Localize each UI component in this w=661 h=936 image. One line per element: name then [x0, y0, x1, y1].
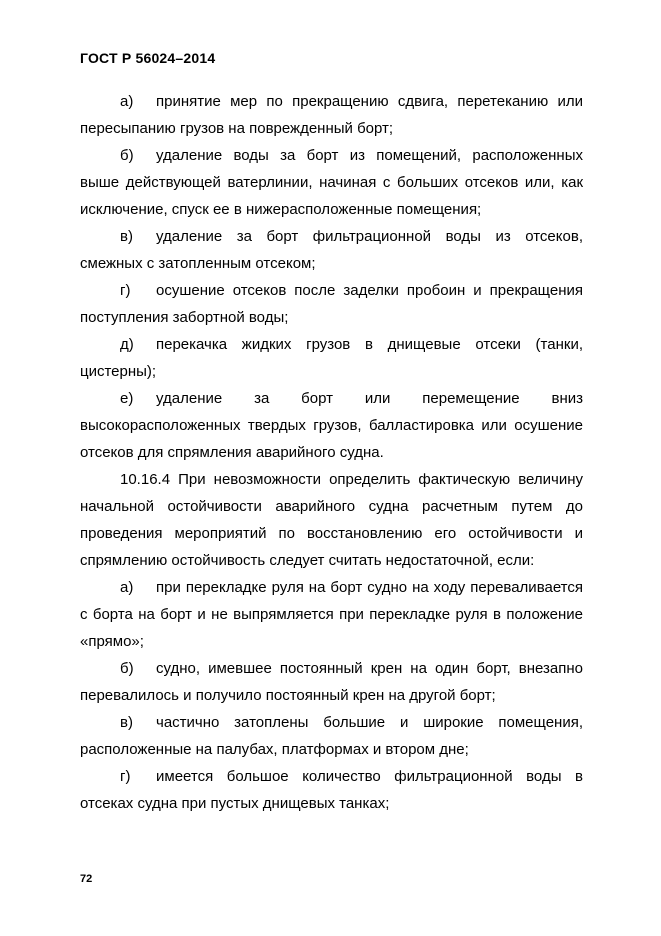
list-item-text: осушение отсеков после заделки пробоин и прекращения поступления забортной воды;: [80, 282, 583, 326]
list-item: [80, 277, 583, 331]
list-item-text: судно, имевшее постоянный крен на один борт, внезапно перевалилось и получило постоянный крен на другой борт;: [80, 660, 583, 704]
list-item: [80, 763, 583, 817]
section-paragraph: 10.16.4 При невозможности определить фактическую величину начальной остойчивости аварийного судна расчетным путем до проведения мероприятий по восстановлению его остойчивости и спрямлению остойчивость следует считать недостаточной, если:: [80, 471, 583, 569]
list-item-text: удаление воды за борт из помещений, расположенных выше действующей ватерлинии, начиная с больших отсеков или, как исключение, спуск ее в нижерасположенные помещения;: [80, 147, 583, 218]
list-item-text: имеется большое количество фильтрационной воды в отсеках судна при пустых днищевых танках;: [80, 768, 583, 812]
list-item: [80, 655, 583, 709]
page-number: 72: [80, 873, 93, 885]
list-item: [80, 88, 583, 142]
list-item: [80, 331, 583, 385]
document-body: [80, 88, 583, 817]
list-item-text: при перекладке руля на борт судно на ходу переваливается с борта на борт и не выпрямляется при перекладке руля в положение «прямо»;: [80, 579, 583, 650]
list-marker: в): [120, 714, 133, 731]
list-marker: в): [120, 228, 133, 245]
list-item: [80, 709, 583, 763]
list-item: [80, 385, 583, 466]
list-marker: б): [120, 147, 134, 164]
list-item-text: частично затоплены большие и широкие помещения, расположенные на палубах, платформах и втором дне;: [80, 714, 583, 758]
document-header: ГОСТ Р 56024–2014: [80, 50, 216, 66]
list-marker: е): [120, 390, 134, 407]
list-item: [80, 142, 583, 223]
list-marker: а): [120, 579, 134, 596]
list-item-text: перекачка жидких грузов в днищевые отсеки (танки, цистерны);: [80, 336, 583, 380]
list-item-text: принятие мер по прекращению сдвига, перетеканию или пересыпанию грузов на поврежденный борт;: [80, 93, 583, 137]
list-marker: а): [120, 93, 134, 110]
list-item-text: удаление за борт или перемещение вниз высокорасположенных твердых грузов, балластировка или осушение отсеков для спрямления аварийного судна.: [80, 390, 583, 461]
list-item-text: удаление за борт фильтрационной воды из отсеков, смежных с затопленным отсеком;: [80, 228, 583, 272]
list-marker: г): [120, 768, 131, 785]
list-item: [80, 223, 583, 277]
list-item: [80, 574, 583, 655]
list-marker: г): [120, 282, 131, 299]
list-marker: д): [120, 336, 134, 353]
list-marker: б): [120, 660, 134, 677]
